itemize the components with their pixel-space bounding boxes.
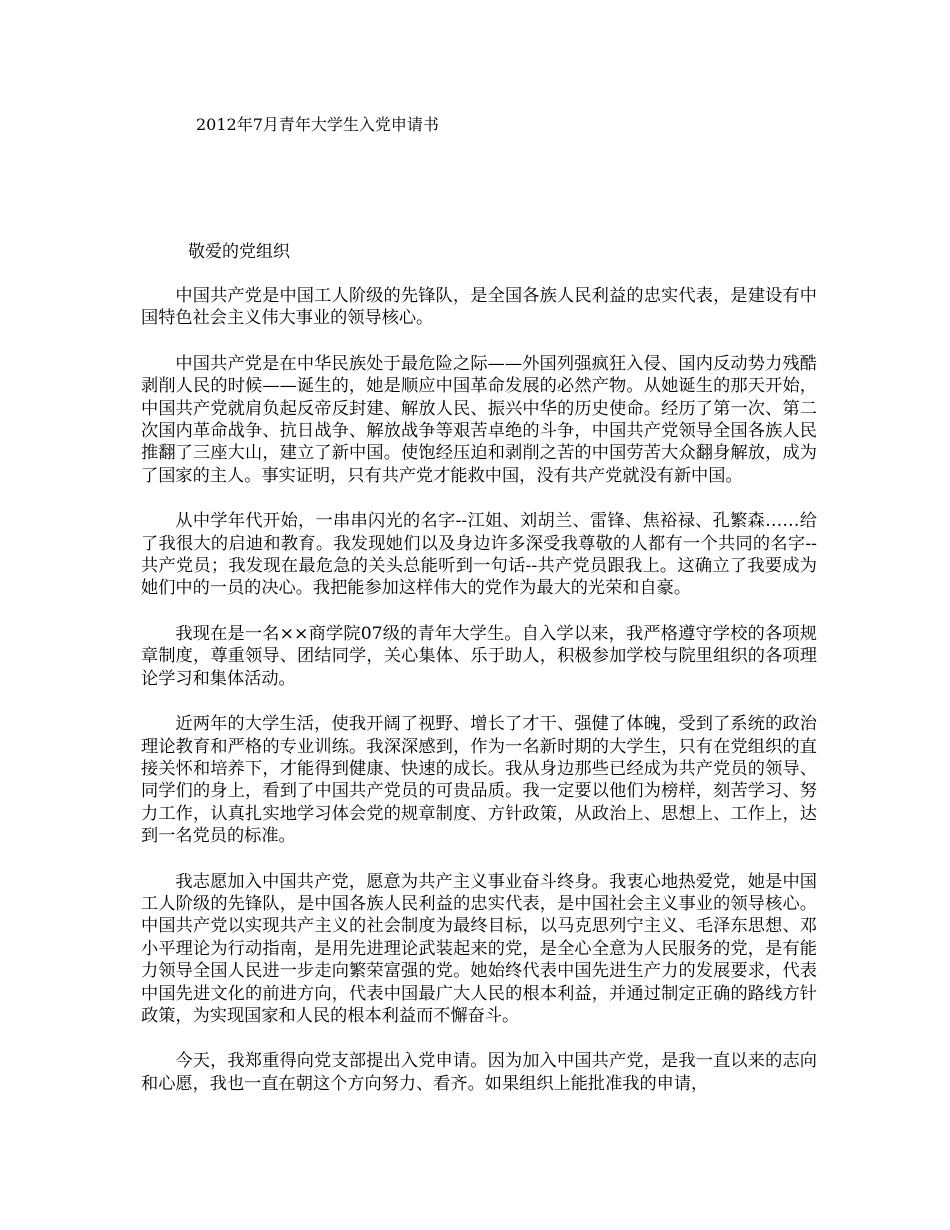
- paragraph: 从中学年代开始，一串串闪光的名字--江姐、刘胡兰、雷锋、焦裕禄、孔繁森……给了我很大的启迪和教育。我发现她们以及身边许多深受我尊敬的人都有一个共同的名字--共产党员；我发现在最危急的关头总能听到一句话--共产党员跟我上。这确立了我要成为她们中的一员的决心。我把能参加这样伟大的党作为最大的光荣和自豪。: [141, 511, 817, 599]
- paragraph: 近两年的大学生活，使我开阔了视野、增长了才干、强健了体魄，受到了系统的政治理论教育和严格的专业训练。我深深感到，作为一名新时期的大学生，只有在党组织的直接关怀和培养下，才能得到健康、快速的成长。我从身边那些已经成为共产党员的领导、同学们的身上，看到了中国共产党员的可贵品质。我一定要以他们为榜样，刻苦学习、努力工作，认真扎实地学习体会党的规章制度、方针政策，从政治上、思想上、工作上，达到一名党员的标准。: [141, 714, 817, 847]
- paragraph: 中国共产党是在中华民族处于最危险之际——外国列强疯狂入侵、国内反动势力残酷剥削人民的时候——诞生的，她是顺应中国革命发展的必然产物。从她诞生的那天开始，中国共产党就肩负起反帝反封建、解放人民、振兴中华的历史使命。经历了第一次、第二次国内革命战争、抗日战争、解放战争等艰苦卓绝的斗争，中国共产党领导全国各族人民推翻了三座大山，建立了新中国。使饱经压迫和剥削之苦的中国劳苦大众翻身解放，成为了国家的主人。事实证明，只有共产党才能救中国，没有共产党就没有新中国。: [141, 353, 817, 486]
- paragraph: 今天，我郑重得向党支部提出入党申请。因为加入中国共产党，是我一直以来的志向和心愿，我也一直在朝这个方向努力、看齐。如果组织上能批准我的申请，: [141, 1051, 817, 1094]
- document-title: 2012年7月青年大学生入党申请书: [196, 115, 439, 134]
- paragraph: 我志愿加入中国共产党，愿意为共产主义事业奋斗终身。我衷心地热爱党，她是中国工人阶级的先锋队，是中国各族人民利益的忠实代表，是中国社会主义事业的领导核心。中国共产党以实现共产主义的社会制度为最终目标，以马克思列宁主义、毛泽东思想、邓小平理论为行动指南，是用先进理论武装起来的党，是全心全意为人民服务的党，是有能力领导全国人民进一步走向繁荣富强的党。她始终代表中国先进生产力的发展要求，代表中国先进文化的前进方向，代表中国最广大人民的根本利益，并通过制定正确的路线方针政策，为实现国家和人民的根本利益而不懈奋斗。: [141, 871, 817, 1026]
- document-body: [141, 285, 817, 1118]
- paragraph: 我现在是一名××商学院07级的青年大学生。自入学以来，我严格遵守学校的各项规章制度，尊重领导、团结同学，关心集体、乐于助人，积极参加学校与院里组织的各项理论学习和集体活动。: [141, 623, 817, 689]
- paragraph: 中国共产党是中国工人阶级的先锋队，是全国各族人民利益的忠实代表，是建设有中国特色社会主义伟大事业的领导核心。: [141, 286, 817, 329]
- salutation: 敬爱的党组织: [188, 242, 290, 262]
